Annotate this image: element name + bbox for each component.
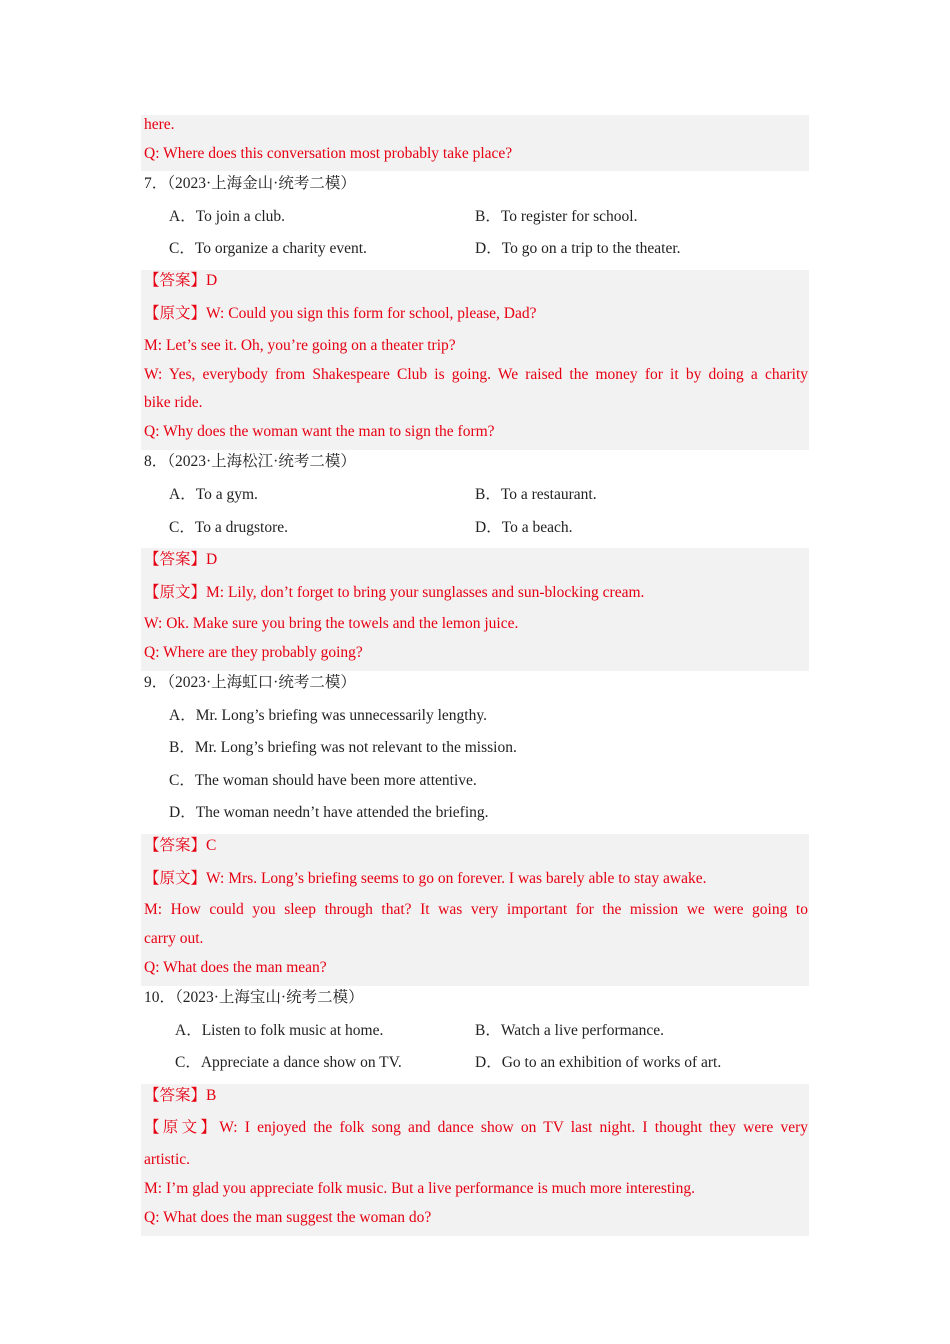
question-9-answer: 【答案】C — [144, 837, 217, 854]
question-8-option-d: D．To a beach. — [475, 519, 573, 536]
question-7-transcript-line: 【原文】W: Could you sign this form for school, please, Dad? — [144, 305, 537, 322]
question-10-transcript-question: Q: What does the man suggest the woman do? — [144, 1209, 432, 1226]
question-9-transcript-line: carry out. — [144, 930, 204, 947]
question-8-option-a: A．To a gym. — [169, 486, 258, 503]
transcript-question: Q: Where does this conversation most probably take place? — [144, 145, 513, 162]
question-7-option-c: C．To organize a charity event. — [169, 240, 367, 257]
question-9-transcript-line: 【原文】W: Mrs. Long’s briefing seems to go on forever. I was barely able to stay awake. — [144, 870, 707, 887]
question-10-transcript-line: artistic. — [144, 1151, 191, 1168]
question-10-stem: 10．（2023·上海宝山·统考二模） — [144, 989, 364, 1006]
question-9-option-a: A．Mr. Long’s briefing was unnecessarily lengthy. — [169, 707, 487, 724]
question-10-option-a: A．Listen to folk music at home. — [175, 1022, 384, 1039]
question-9-stem: 9．（2023·上海虹口·统考二模） — [144, 674, 356, 691]
transcript-line: here. — [144, 116, 175, 133]
question-7-answer: 【答案】D — [144, 272, 218, 289]
question-9-transcript-question: Q: What does the man mean? — [144, 959, 327, 976]
question-8-option-b: B．To a restaurant. — [475, 486, 597, 503]
question-9-option-c: C．The woman should have been more attentive. — [169, 772, 477, 789]
question-7-transcript-question: Q: Why does the woman want the man to sign the form? — [144, 423, 495, 440]
question-8-option-c: C．To a drugstore. — [169, 519, 289, 536]
question-8-transcript-line: 【原文】M: Lily, don’t forget to bring your sunglasses and sun-blocking cream. — [144, 584, 645, 601]
question-8-transcript-line: W: Ok. Make sure you bring the towels and the lemon juice. — [144, 615, 519, 632]
question-10-transcript-line: M: I’m glad you appreciate folk music. But a live performance is much more interesting. — [144, 1180, 695, 1197]
question-8-stem: 8．（2023·上海松江·统考二模） — [144, 453, 356, 470]
question-10-option-b: B．Watch a live performance. — [475, 1022, 664, 1039]
question-9-option-b: B．Mr. Long’s briefing was not relevant to the mission. — [169, 739, 517, 756]
question-7-stem: 7．（2023·上海金山·统考二模） — [144, 175, 356, 192]
question-9-transcript-line: M: How could you sleep through that? It was very important for the mission we were going to — [144, 901, 808, 918]
question-8-answer: 【答案】D — [144, 551, 218, 568]
question-7-option-b: B．To register for school. — [475, 208, 638, 225]
question-9-option-d: D．The woman needn’t have attended the briefing. — [169, 804, 489, 821]
question-7-option-d: D．To go on a trip to the theater. — [475, 240, 681, 257]
question-8-transcript-question: Q: Where are they probably going? — [144, 644, 363, 661]
question-7-transcript-line: W: Yes, everybody from Shakespeare Club is going. We raised the money for it by doing a charity — [144, 366, 808, 383]
question-10-option-c: C．Appreciate a dance show on TV. — [175, 1054, 402, 1071]
question-7-transcript-line: bike ride. — [144, 394, 203, 411]
question-10-transcript-line: 【原文】W: I enjoyed the folk song and dance show on TV last night. I thought they were very — [144, 1119, 808, 1136]
question-7-transcript-line: M: Let’s see it. Oh, you’re going on a theater trip? — [144, 337, 456, 354]
question-10-option-d: D．Go to an exhibition of works of art. — [475, 1054, 722, 1071]
question-7-option-a: A．To join a club. — [169, 208, 286, 225]
question-10-answer: 【答案】B — [144, 1087, 217, 1104]
